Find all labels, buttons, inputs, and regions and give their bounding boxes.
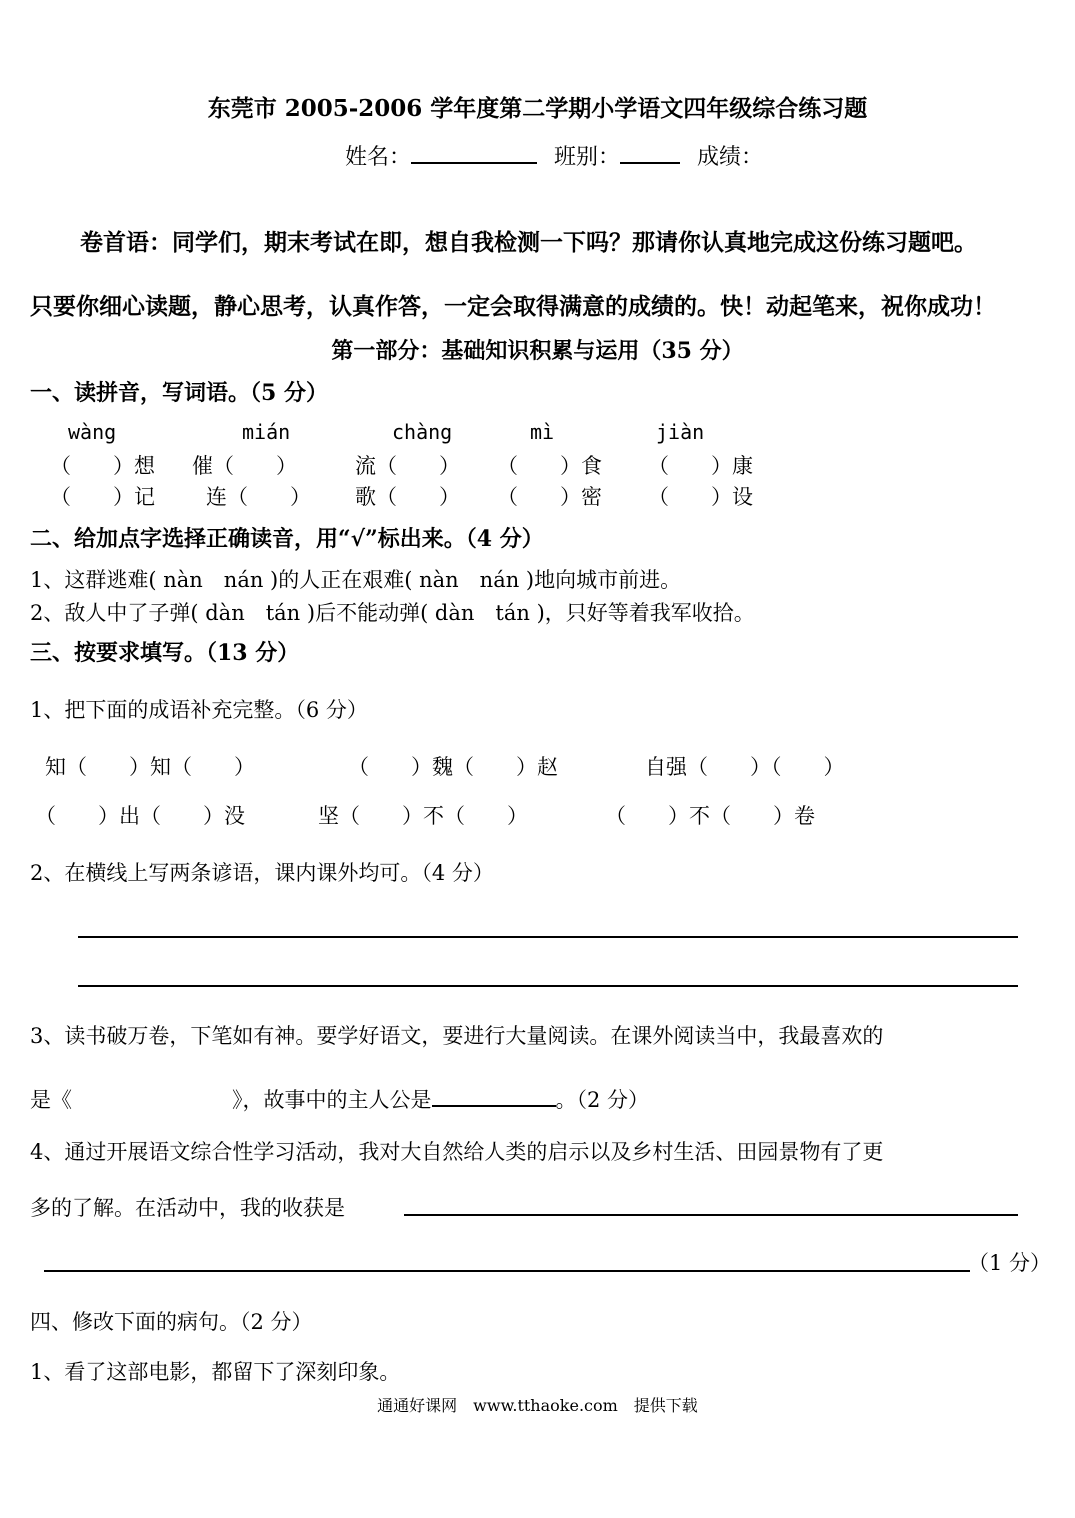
page-title: 东莞市 2005-2006 学年度第二学期小学语文四年级综合练习题 — [207, 95, 868, 122]
q1-blank[interactable]: （ ）食 — [497, 454, 602, 478]
footer: 通通好课网 www.tthaoke.com 提供下载 — [377, 1396, 698, 1415]
q2-heading: 二、给加点字选择正确读音，用“√”标出来。（4 分） — [30, 526, 544, 552]
proverb-answer-line[interactable] — [78, 985, 1018, 987]
idiom-blank[interactable]: （ ）出（ ）没 — [35, 804, 245, 828]
q3-sub4-line1: 4、通过开展语文综合性学习活动，我对大自然给人类的启示以及乡村生活、田园景物有了更 — [30, 1140, 884, 1164]
pinyin-2: mián — [242, 420, 291, 444]
name-field[interactable] — [411, 142, 537, 164]
student-info — [345, 140, 763, 171]
q1-blank[interactable]: 歌（ ） — [355, 485, 460, 509]
q3-sub3-line1: 3、读书破万卷，下笔如有神。要学好语文，要进行大量阅读。在课外阅读当中，我最喜欢的 — [30, 1024, 884, 1048]
q1-blank[interactable]: （ ）康 — [648, 454, 753, 478]
q3-sub4-score: （1 分） — [968, 1251, 1052, 1275]
intro-line-2: 只要你细心读题，静心思考，认真作答，一定会取得满意的成绩的。快！动起笔来，祝你成功！ — [30, 293, 996, 320]
pinyin-4: mì — [530, 420, 555, 444]
q1-blank[interactable]: （ ）记 — [50, 485, 155, 509]
q3-heading: 三、按要求填写。（13 分） — [30, 640, 300, 666]
idiom-blank[interactable]: 知（ ）知（ ） — [45, 755, 255, 779]
q3-sub2: 2、在横线上写两条谚语，课内课外均可。（4 分） — [30, 861, 494, 885]
part1-title: 第一部分：基础知识积累与运用（35 分） — [331, 338, 744, 364]
gain-answer-line[interactable] — [44, 1270, 970, 1272]
q2-item: 1、这群逃难( nàn nán )的人正在艰难( nàn nán )地向城市前进。 — [30, 568, 682, 592]
q4-heading: 四、修改下面的病句。（2 分） — [30, 1310, 313, 1334]
intro-line-1: 卷首语：同学们，期末考试在即，想自我检测一下吗？那请你认真地完成这份练习题吧。 — [80, 229, 977, 256]
q1-blank[interactable]: 催（ ） — [192, 454, 297, 478]
class-label: 班别： — [554, 145, 621, 170]
score-label: 成绩： — [697, 145, 764, 170]
proverb-answer-line[interactable] — [78, 936, 1018, 938]
pinyin-3: chàng — [392, 420, 453, 444]
q4-item-1: 1、看了这部电影，都留下了深刻印象。 — [30, 1360, 401, 1384]
pinyin-1: wàng — [68, 420, 117, 444]
idiom-blank[interactable]: （ ）不（ ）卷 — [605, 804, 815, 828]
q2-item: 2、敌人中了子弹( dàn tán )后不能动弹( dàn tán )，只好等着我军收拾。 — [30, 601, 755, 625]
class-field[interactable] — [620, 142, 680, 164]
idiom-blank[interactable]: 自强（ ）（ ） — [645, 755, 845, 779]
q1-blank[interactable]: 连（ ） — [206, 485, 311, 509]
gain-answer-line[interactable] — [404, 1214, 1018, 1216]
q1-blank[interactable]: （ ）密 — [497, 485, 602, 509]
q1-blank[interactable]: （ ）想 — [50, 454, 155, 478]
sub3-part-a: 是《 — [30, 1088, 72, 1112]
q1-blank[interactable]: （ ）设 — [648, 485, 753, 509]
q3-sub1: 1、把下面的成语补充完整。（6 分） — [30, 698, 368, 722]
idiom-blank[interactable]: 坚（ ）不（ ） — [318, 804, 528, 828]
idiom-blank[interactable]: （ ）魏（ ）赵 — [348, 755, 558, 779]
q1-heading: 一、读拼音，写词语。（5 分） — [30, 380, 328, 406]
q1-blank[interactable]: 流（ ） — [355, 454, 460, 478]
sub3-part-b: 》，故事中的主人公是 — [232, 1088, 432, 1112]
q3-sub3-line2 — [30, 1084, 649, 1114]
pinyin-5: jiàn — [656, 420, 705, 444]
q3-sub4-line2: 多的了解。在活动中，我的收获是 — [30, 1196, 345, 1220]
sub3-part-c: 。（2 分） — [555, 1088, 650, 1112]
name-label: 姓名： — [345, 145, 412, 170]
protagonist-blank[interactable] — [432, 1085, 556, 1107]
